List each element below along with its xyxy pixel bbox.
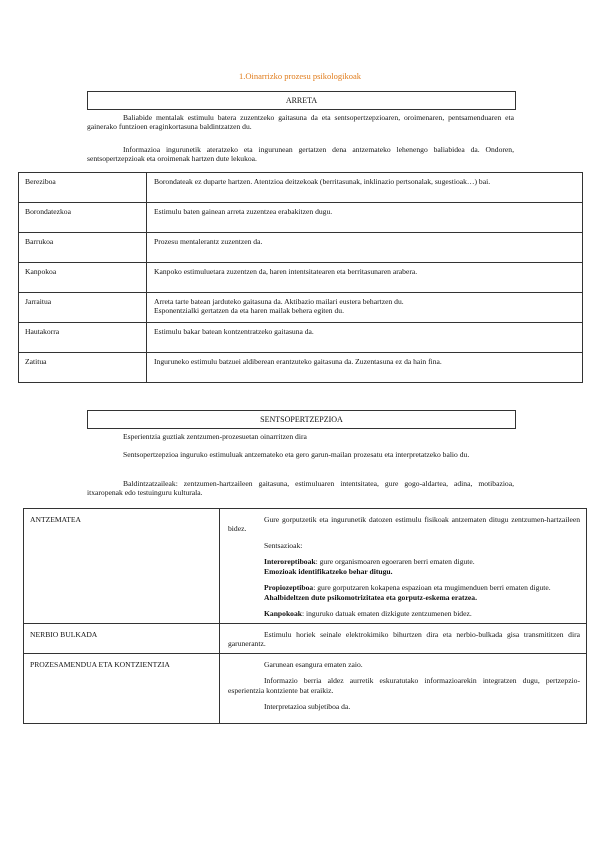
table-row — [19, 263, 583, 293]
arreta-paragraph-2: Informazioa ingurunetik ateratzeko eta ingurunean gertatzen dena antzemateko lehenengo baliabidea da. Ondoren, sentsopertzepzioak eta oroimenak hartzen dute lekukoa. — [87, 145, 514, 164]
table-row — [19, 233, 583, 263]
prozesamendua-label: PROZESAMENDUA ETA KONTZIENTZIA — [24, 653, 220, 723]
arreta-description: Estimulu bakar batean kontzentratzeko gaitasuna da. — [147, 323, 583, 353]
sentso-paragraph-2: Sentsopertzepzioa inguruko estimuluak antzemateko eta gero garun-mailan prozesatu eta interpretatzeko balio du. — [123, 450, 470, 459]
sentso-heading: SENTSOPERTZEPZIOA — [87, 410, 516, 429]
propiozeptiboa-term: Propiozeptiboa — [264, 583, 314, 593]
table-row — [19, 173, 583, 203]
arreta-paragraph-1: Baliabide mentalak estimulu batera zuzentzeko gaitasuna da eta sentsopertzepzioaren, oroimenaren, pentsamenduaren eta gainerako funtzioen eraginkortasuna baldintzatzen du. — [87, 113, 514, 132]
sentso-paragraph-1: Esperientzia guztiak zentzumen-prozesuetan oinarritzen dira — [123, 432, 307, 441]
nerbio-text: Estimulu horiek seinale elektrokimiko bihurtzen dira eta nerbio-bulkada gisa transmititzen dira garunerantz. — [228, 629, 580, 649]
antzematea-content — [220, 509, 587, 624]
interoreptiboak-text: : gure organismoaren egoeraren berri ematen digute. — [315, 557, 475, 567]
arreta-heading: ARRETA — [87, 91, 516, 110]
arreta-description: Estimulu baten gainean arreta zuzentzea erabakitzen dugu. — [147, 203, 583, 233]
propiozeptiboa-text: : gure gorputzaren kokapena espazioan eta mugimenduen berri ematen digute. — [313, 583, 551, 593]
arreta-type: Bereziboa — [19, 173, 147, 203]
sentsazioak-label: Sentsazioak: — [264, 540, 303, 550]
arreta-description: Kanpoko estimuluetara zuzentzen da, haren intentsitatearen eta berritasunaren arabera. — [147, 263, 583, 293]
arreta-type: Borondatezkoa — [19, 203, 147, 233]
interoreptiboak-note — [264, 567, 580, 576]
prozesamendua-text-3: Interpretazioa subjetiboa da. — [264, 702, 351, 712]
table-row — [24, 509, 587, 624]
interoreptiboak-item — [264, 557, 580, 566]
table-row — [19, 203, 583, 233]
arreta-type: Jarraitua — [19, 293, 147, 323]
kanpokoak-term: Kanpokoak — [264, 609, 302, 619]
propiozeptiboa-note-text: Ahalbideltzen dute psikomotrizitatea eta gorputz-eskema eratzea. — [264, 592, 478, 602]
arreta-type: Zatitua — [19, 353, 147, 383]
sentso-table — [23, 508, 587, 724]
nerbio-label: NERBIO BULKADA — [24, 623, 220, 653]
arreta-table — [18, 172, 583, 383]
table-row — [24, 653, 587, 723]
table-row — [19, 353, 583, 383]
arreta-description — [147, 293, 583, 323]
table-row — [19, 293, 583, 323]
arreta-description: Inguruneko estimulu batzuei aldiberean erantzuteko gaitasuna da. Zuzentasuna ez da hain fina. — [147, 353, 583, 383]
table-row — [24, 623, 587, 653]
prozesamendua-text-1: Garunean esangura ematen zaio. — [264, 659, 363, 669]
arreta-description-line-1: Arreta tarte batean jarduteko gaitasuna da. Aktibazio mailari eustera behartzen du. — [154, 297, 404, 306]
nerbio-content — [220, 623, 587, 653]
arreta-description: Borondateak ez duparte hartzen. Atentzioa deitzekoak (berritasunak, inklinazio pertsonalak, sugestioak…) bai. — [147, 173, 583, 203]
interoreptiboak-note-text: Emozioak identifikatzeko behar ditugu. — [264, 566, 393, 576]
arreta-type: Kanpokoa — [19, 263, 147, 293]
prozesamendua-content — [220, 653, 587, 723]
interoreptiboak-term: Interoreptiboak — [264, 557, 316, 567]
antzematea-text: Gure gorputzetik eta ingurunetik datozen estimulu fisikoak antzematen ditugu zentzumen-hartzaileen bidez. — [228, 515, 580, 534]
sentso-paragraph-3: Baldintzatzaileak: zentzumen-hartzaileen gaitasuna, estimuluaren intentsitatea, gure gogo-aldartea, adina, motibazioa, itxaropenak edo testuinguru kulturala. — [87, 479, 514, 498]
arreta-description: Prozesu mentalerantz zuzentzen da. — [147, 233, 583, 263]
table-row — [19, 323, 583, 353]
arreta-type: Hautakorra — [19, 323, 147, 353]
arreta-type: Barrukoa — [19, 233, 147, 263]
kanpokoak-text: : inguruko datuak ematen dizkigute zentzumenen bidez. — [302, 609, 472, 619]
prozesamendua-text-2: Informazio berria aldez aurretik eskuratutako informazioarekin integratzen dugu, pertzepzio-esperientzia kontziente bat eraikiz. — [228, 676, 580, 695]
antzematea-label: ANTZEMATEA — [24, 509, 220, 624]
kanpokoak-item — [264, 609, 580, 618]
propiozeptiboa-note — [264, 593, 580, 602]
page-title: 1.Oinarrizko prozesu psikologikoak — [238, 71, 362, 81]
arreta-description-line-2: Esponentzialki gertatzen da eta haren mailak behera egiten du. — [154, 306, 344, 316]
propiozeptiboa-item — [264, 583, 580, 592]
